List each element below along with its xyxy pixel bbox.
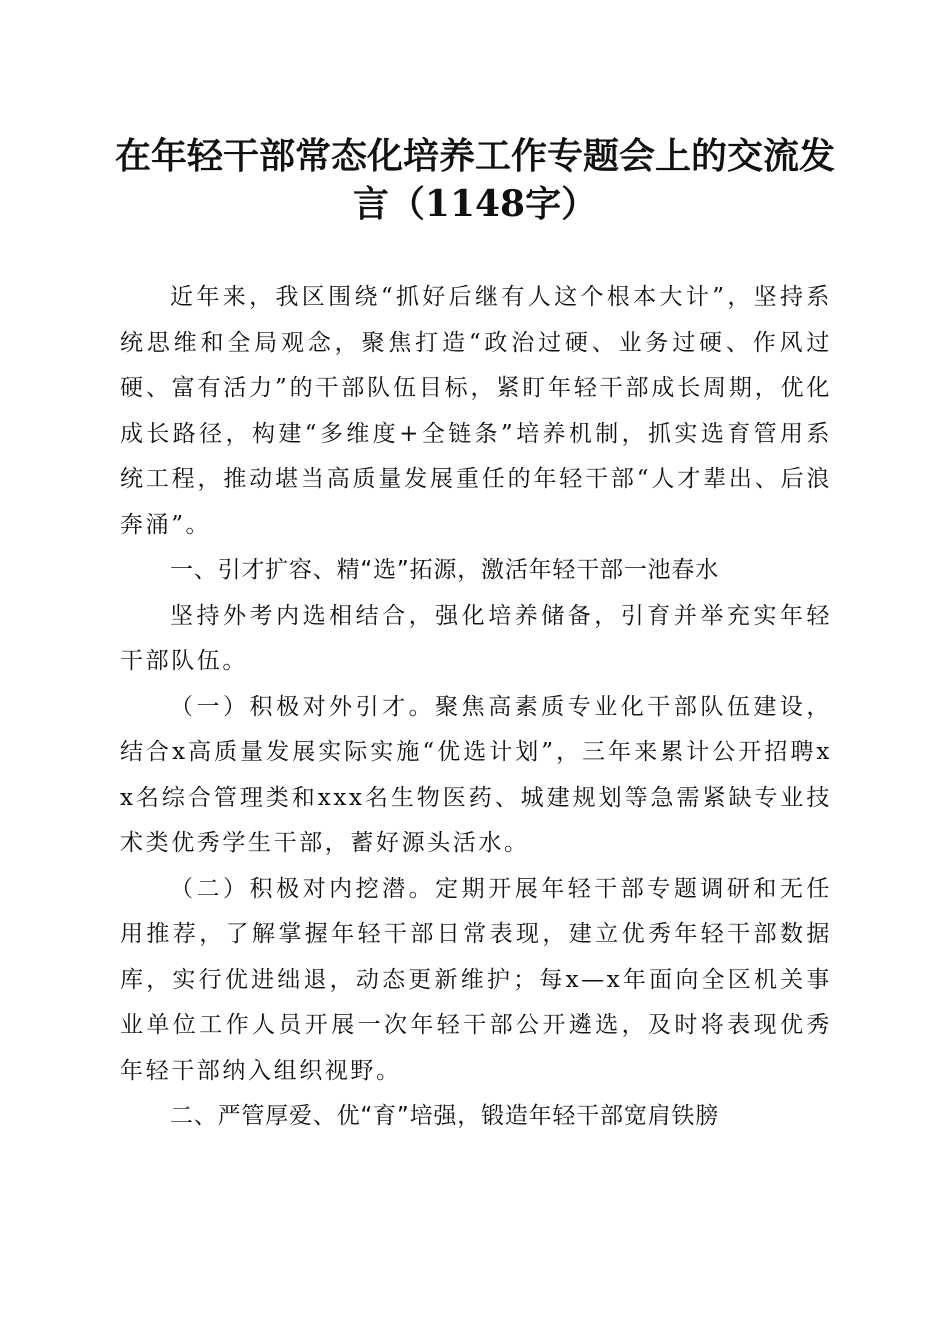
intro-paragraph: 近年来，我区围绕“抓好后继有人这个根本大计”，坚持系统思维和全局观念，聚焦打造“政治过硬、业务过硬、作风过硬、富有活力”的干部队伍目标，紧盯年轻干部成长周期，优化成长路径，构建“多维度+全链条”培养机制，抓实选育管用系统工程，推动堪当高质量发展重任的年轻干部“人才辈出、后浪奔涌”。 <box>120 284 832 538</box>
section-1-summary-paragraph: 坚持外考内选相结合，强化培养储备，引育并举充实年轻干部队伍。 <box>120 602 832 674</box>
subsection-1-2-paragraph: （二）积极对内挖潜。定期开展年轻干部专题调研和无任用推荐，了解掌握年轻干部日常表现，建立优秀年轻干部数据库，实行优进绌退，动态更新维护；每x—x年面向全区机关事业单位工作人员开展一次年轻干部公开遴选，及时将表现优秀年轻干部纳入组织视野。 <box>120 875 832 1084</box>
subsection-1-1-paragraph: （一）积极对外引才。聚焦高素质专业化干部队伍建设，结合x高质量发展实际实施“优选计划”，三年来累计公开招聘xx名综合管理类和xxx名生物医药、城建规划等急需紧缺专业技术类优秀学生干部，蓄好源头活水。 <box>120 693 832 856</box>
section-heading-1: 一、引才扩容、精“选”拓源，激活年轻干部一池春水 <box>170 557 720 583</box>
document-body <box>120 275 832 1140</box>
section-heading-2: 二、严管厚爱、优“育”培强，锻造年轻干部宽肩铁膀 <box>170 1103 720 1129</box>
document-title: 在年轻干部常态化培养工作专题会上的交流发言（1148字） <box>114 135 835 225</box>
